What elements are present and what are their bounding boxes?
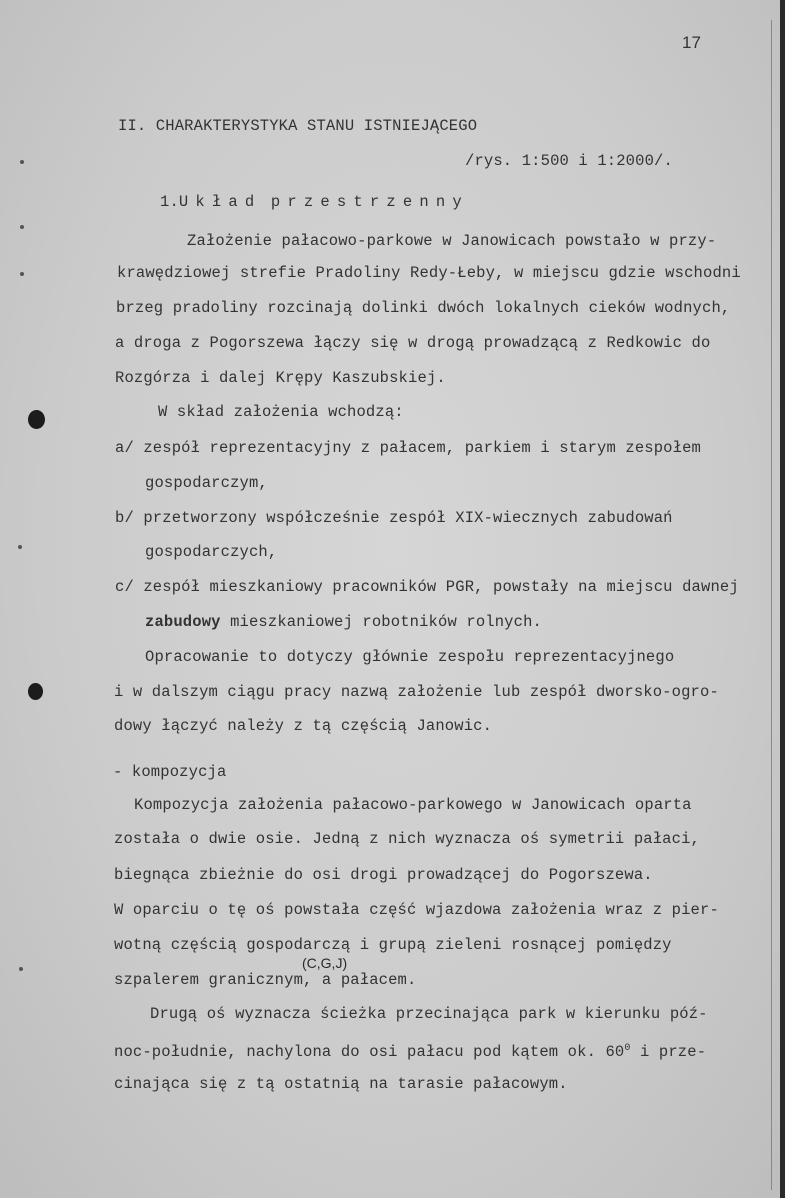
list-item-continuation: gospodarczych, bbox=[145, 543, 278, 561]
text-line: Kompozycja założenia pałacowo-parkowego w Janowicach oparta bbox=[134, 796, 692, 814]
list-item: b/ przetworzony współcześnie zespół XIX-wiecznych zabudowań bbox=[115, 509, 673, 527]
text-line: wotną częścią gospodarczą i grupą zieleni rosnącej pomiędzy bbox=[114, 936, 672, 954]
list-item-continuation: gospodarczym, bbox=[145, 474, 268, 492]
page-number: 17 bbox=[682, 33, 701, 52]
text-fragment: i prze- bbox=[630, 1043, 707, 1061]
text-line: W skład założenia wchodzą: bbox=[158, 403, 404, 421]
list-item-continuation bbox=[145, 613, 542, 631]
text-line: a droga z Pogorszewa łączy się w drogą prowadzącą z Redkowic do bbox=[115, 334, 711, 352]
text-line: brzeg pradoliny rozcinają dolinki dwóch lokalnych cieków wodnych, bbox=[116, 299, 731, 317]
page-edge-line bbox=[771, 20, 772, 1190]
text-line: Opracowanie to dotyczy głównie zespołu reprezentacyjnego bbox=[145, 648, 675, 666]
text-line: została o dwie osie. Jedną z nich wyznacza oś symetrii pałaci, bbox=[114, 830, 700, 848]
text-line: szpalerem granicznym, a pałacem. bbox=[114, 971, 417, 989]
text-line: dowy łączyć należy z tą częścią Janowic. bbox=[114, 717, 493, 735]
margin-mark bbox=[20, 160, 24, 164]
section-title-word: przestrzenny bbox=[270, 193, 469, 211]
text-line: krawędziowej strefie Pradoliny Redy-Łeby, w miejscu gdzie wschodni bbox=[117, 264, 741, 282]
margin-mark bbox=[20, 225, 24, 229]
text-line: biegnąca zbieżnie do osi drogi prowadzącej do Pogorszewa. bbox=[114, 866, 653, 884]
text-line bbox=[114, 1040, 706, 1061]
punch-hole bbox=[28, 410, 45, 429]
text-line: Założenie pałacowo-parkowe w Janowicach powstało w przy- bbox=[187, 232, 717, 250]
list-item: a/ zespół reprezentacyjny z pałacem, parkiem i starym zespołem bbox=[115, 439, 701, 457]
section-title-word: Układ bbox=[178, 193, 262, 211]
scan-edge bbox=[780, 0, 785, 1198]
handwritten-note: (C,G,J) bbox=[302, 955, 348, 971]
text-fragment: mieszkaniowej robotników rolnych. bbox=[220, 613, 542, 631]
subheading: - kompozycja bbox=[113, 763, 227, 781]
text-fragment: noc-południe, nachylona do osi pałacu pod kątem ok. 60 bbox=[114, 1043, 625, 1061]
margin-mark bbox=[19, 967, 23, 971]
degree-superscript: 0 bbox=[624, 1043, 631, 1054]
chapter-title: II. CHARAKTERYSTYKA STANU ISTNIEJĄCEGO bbox=[118, 117, 478, 135]
bold-word: zabudowy bbox=[145, 613, 221, 631]
section-number: 1. bbox=[160, 193, 179, 211]
chapter-reference: /rys. 1:500 i 1:2000/. bbox=[465, 152, 673, 170]
text-line: W oparciu o tę oś powstała część wjazdowa założenia wraz z pier- bbox=[114, 901, 719, 919]
section-title bbox=[160, 193, 469, 211]
list-item: c/ zespół mieszkaniowy pracowników PGR, powstały na miejscu dawnej bbox=[115, 578, 739, 596]
text-line: Drugą oś wyznacza ścieżka przecinająca park w kierunku póź- bbox=[150, 1005, 708, 1023]
margin-mark bbox=[20, 272, 24, 276]
punch-hole bbox=[28, 683, 43, 700]
text-line: Rozgórza i dalej Krępy Kaszubskiej. bbox=[115, 369, 446, 387]
text-line: i w dalszym ciągu pracy nazwą założenie lub zespół dworsko-ogro- bbox=[114, 683, 719, 701]
margin-mark bbox=[18, 545, 22, 549]
text-line: cinająca się z tą ostatnią na tarasie pałacowym. bbox=[114, 1075, 568, 1093]
